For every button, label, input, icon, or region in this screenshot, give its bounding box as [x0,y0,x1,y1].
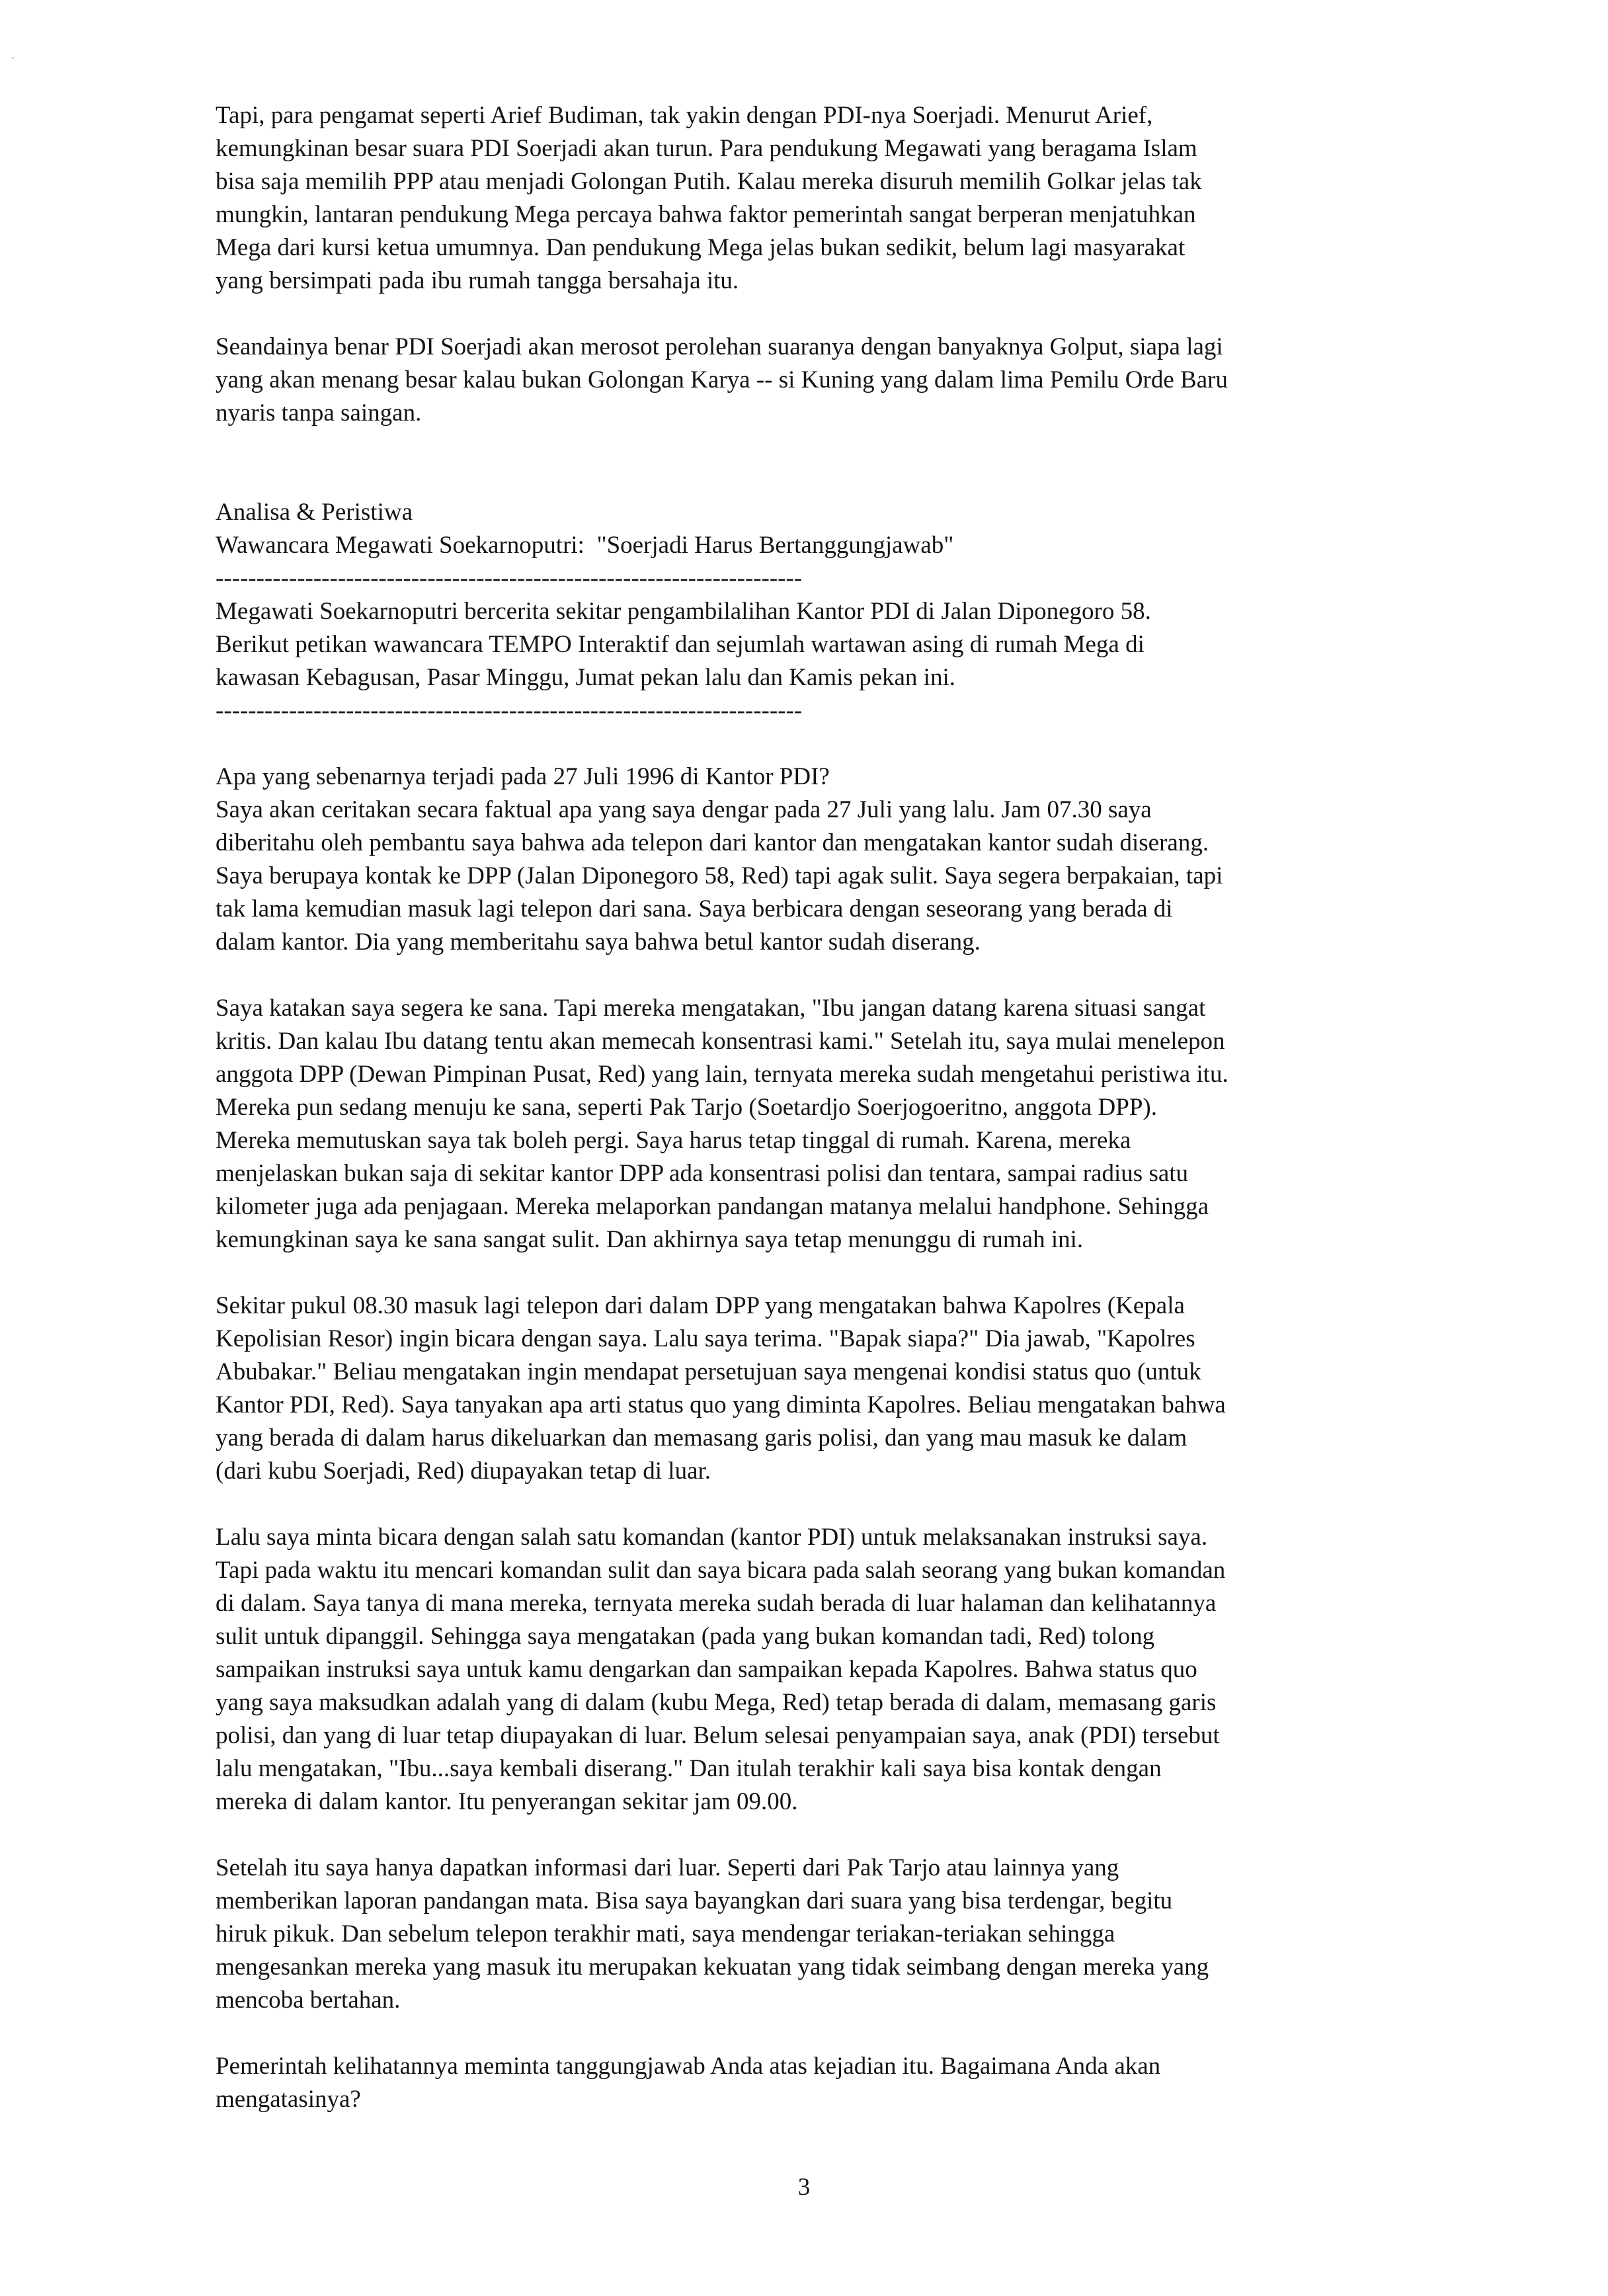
article-title: Wawancara Megawati Soekarnoputri: "Soerjadi Harus Bertanggungjawab" [216,532,954,559]
paragraph-golput: Seandainya benar PDI Soerjadi akan merosot perolehan suaranya dengan banyaknya Golput, siapa lagi yang akan menang besar kalau bukan Golongan Karya -- si Kuning yang dalam lima Pemilu Orde Baru nyaris tanpa saingan. [216,333,1228,427]
article-lead: Megawati Soekarnoputri bercerita sekitar pengambilalihan Kantor PDI di Jalan Diponegoro 58. Berikut petikan wawancara TEMPO Interaktif dan sejumlah wartawan asing di rumah Mega di kawasan Kebagusan, Pasar Minggu, Jumat pekan lalu dan Kamis pekan ini. [216,598,1151,691]
interview-answer-paragraph: Saya katakan saya segera ke sana. Tapi mereka mengatakan, "Ibu jangan datang karena situasi sangat kritis. Dan kalau Ibu datang tentu akan memecah konsentrasi kami." Setelah itu, saya mulai menelepon anggota DPP (Dewan Pimpinan Pusat, Red) yang lain, ternyata mereka sudah mengetahui peristiwa itu. Mereka pun sedang menuju ke sana, seperti Pak Tarjo (Soetardjo Soerjogoeritno, anggota DPP). Mereka memutuskan saya tak boleh pergi. Saya harus tetap tinggal di rumah. Karena, mereka menjelaskan bukan saja di sekitar kantor DPP ada konsentrasi polisi dan tentara, sampai radius satu kilometer juga ada penjagaan. Mereka melaporkan pandangan matanya melalui handphone. Sehingga kemungkinan saya ke sana sangat sulit. Dan akhirnya saya tetap menunggu di rumah ini. [216,995,1228,1253]
interview-answer-paragraph: Lalu saya minta bicara dengan salah satu komandan (kantor PDI) untuk melaksanakan instruksi saya. Tapi pada waktu itu mencari komandan sulit dan saya bicara pada salah seorang yang bukan komandan di dalam. Saya tanya di mana mereka, ternyata mereka sudah berada di luar halaman dan kelihatannya sulit untuk dipanggil. Sehingga saya mengatakan (pada yang bukan komandan tadi, Red) tolong sampaikan instruksi saya untuk kamu dengarkan dan sampaikan kepada Kapolres. Bahwa status quo yang saya maksudkan adalah yang di dalam (kubu Mega, Red) tetap berada di dalam, memasang garis polisi, dan yang di luar tetap diupayakan di luar. Belum selesai penyampaian saya, anak (PDI) tersebut lalu mengatakan, "Ibu...saya kembali diserang." Dan itulah terakhir kali saya bisa kontak dengan mereka di dalam kantor. Itu penyerangan sekitar jam 09.00. [216,1524,1226,1815]
article-header [216,496,1399,595]
document-body [216,99,1399,2149]
paragraph-pengamat: Tapi, para pengamat seperti Arief Budiman, tak yakin dengan PDI-nya Soerjadi. Menurut Arief, kemungkinan besar suara PDI Soerjadi akan turun. Para pendukung Megawati yang beragama Islam bisa saja memilih PPP atau menjadi Golongan Putih. Kalau mereka disuruh memilih Golkar jelas tak mungkin, lantaran pendukung Mega percaya bahwa faktor pemerintah sangat berperan menjatuhkan Mega dari kursi ketua umumnya. Dan pendukung Mega jelas bukan sedikit, belum lagi masyarakat yang bersimpati pada ibu rumah tangga bersahaja itu. [216,102,1202,294]
section-spacer [216,463,1399,496]
dashed-rule-bottom: ------------------------------------------------------------------------ [216,697,803,724]
interview-answer-paragraph: Saya akan ceritakan secara faktual apa yang saya dengar pada 27 Juli yang lalu. Jam 07.30 saya diberitahu oleh pembantu saya bahwa ada telepon dari kantor dan mengatakan kantor sudah diserang. Saya berupaya kontak ke DPP (Jalan Diponegoro 58, Red) tapi agak sulit. Saya segera berpakaian, tapi tak lama kemudian masuk lagi telepon dari sana. Saya berbicara dengan seseorang yang berada di dalam kantor. Dia yang memberitahu saya bahwa betul kantor sudah diserang. [216,796,1223,956]
dashed-rule-top: ------------------------------------------------------------------------ [216,565,803,592]
section-spacer [216,727,1399,760]
page-number: 3 [797,2174,811,2201]
scan-speck [12,57,14,59]
interview-answer-paragraph: Sekitar pukul 08.30 masuk lagi telepon dari dalam DPP yang mengatakan bahwa Kapolres (Kepala Kepolisian Resor) ingin bicara dengan saya. Lalu saya terima. "Bapak siapa?" Dia jawab, "Kapolres Abubakar." Beliau mengatakan ingin mendapat persetujuan saya mengenai kondisi status quo (untuk Kantor PDI, Red). Saya tanyakan apa arti status quo yang diminta Kapolres. Beliau mengatakan bahwa yang berada di dalam harus dikeluarkan dan memasang garis polisi, dan yang mau masuk ke dalam (dari kubu Soerjadi, Red) diupayakan tetap di luar. [216,1292,1226,1485]
rubric-label: Analisa & Peristiwa [216,499,413,526]
interview-question-1: Apa yang sebenarnya terjadi pada 27 Juli 1996 di Kantor PDI? [216,763,830,790]
interview-answer-paragraph: Setelah itu saya hanya dapatkan informasi dari luar. Seperti dari Pak Tarjo atau lainnya yang memberikan laporan pandangan mata. Bisa saya bayangkan dari suara yang bisa terdengar, begitu hiruk pikuk. Dan sebelum telepon terakhir mati, saya mendengar teriakan-teriakan sehingga mengesankan mereka yang masuk itu merupakan kekuatan yang tidak seimbang dengan mereka yang mencoba bertahan. [216,1854,1209,2014]
interview-question-2: Pemerintah kelihatannya meminta tanggungjawab Anda atas kejadian itu. Bagaimana Anda akan mengatasinya? [216,2053,1161,2113]
